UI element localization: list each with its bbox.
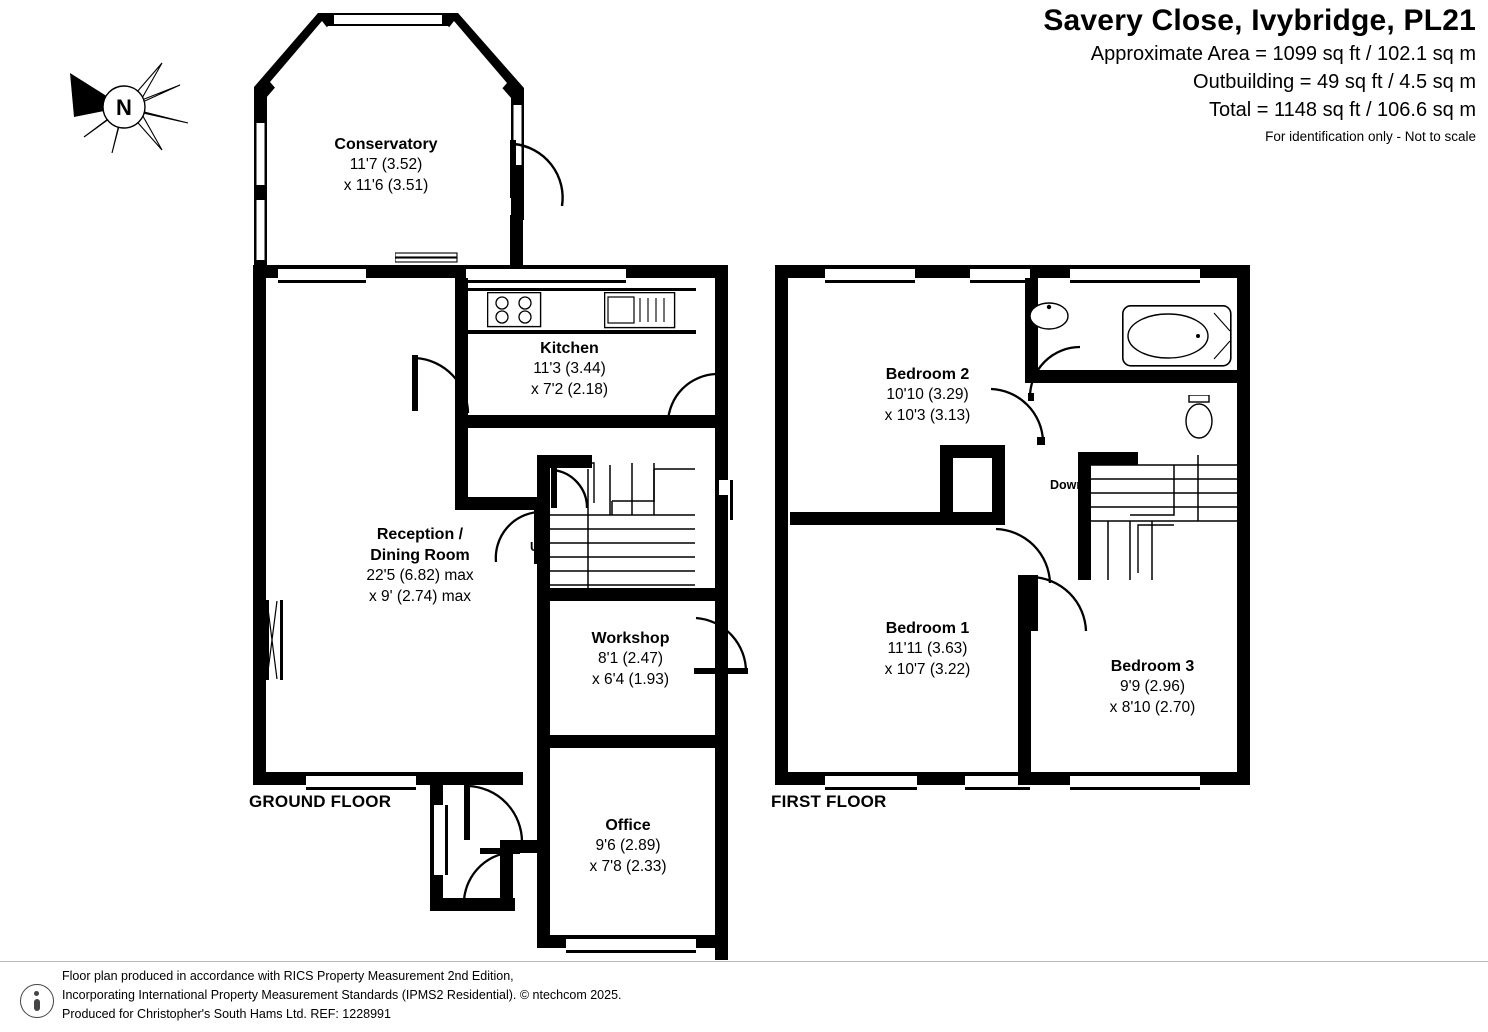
- ground-floor-plan: [0, 0, 760, 960]
- wall-hall-left-upper: [455, 415, 468, 510]
- footer-line-3: Produced for Christopher's South Hams Ltd. REF: 1228991: [62, 1007, 391, 1021]
- bedroom3-door: [1030, 575, 1092, 637]
- bathtub-icon: [1122, 305, 1232, 367]
- wall-workshop-bottom: [537, 735, 727, 748]
- workshop-label: Workshop 8'1 (2.47) x 6'4 (1.93): [591, 630, 670, 688]
- wall-landing-left-vert: [940, 445, 953, 515]
- sink-icon: [604, 292, 676, 329]
- footer-text: [62, 967, 622, 1024]
- wall-workshop-top: [537, 588, 727, 601]
- wall-conservatory-link: [510, 215, 523, 267]
- window-bedroom2-top: [825, 266, 915, 283]
- total-area-text: Total = 1148 sq ft / 106.6 sq m: [1208, 99, 1476, 121]
- window-reception-bottom: [306, 773, 416, 790]
- office-door: [460, 848, 522, 906]
- window-bathroom-top: [1070, 266, 1200, 283]
- identification-note: For identification only - Not to scale: [1265, 129, 1476, 144]
- conservatory-label: Conservatory 11'7 (3.52) x 11'6 (3.51): [334, 136, 438, 194]
- wall-ground-left: [253, 265, 266, 785]
- rics-badge-icon: [20, 984, 54, 1018]
- basin-icon: [1028, 300, 1070, 332]
- reception-label: Reception / Dining Room 22'5 (6.82) max x 9' (2.74) max: [366, 526, 474, 605]
- window-cross-mark: [266, 600, 278, 680]
- window-kitchen-top: [466, 266, 626, 283]
- kitchen-label: Kitchen 11'3 (3.44) x 7'2 (2.18): [530, 340, 609, 398]
- toilet-icon: [1180, 395, 1218, 441]
- stairs-up-label: Up: [530, 540, 547, 554]
- wall-bathroom-bottom: [1078, 370, 1250, 383]
- conservatory-door: [510, 140, 580, 215]
- approx-area-text: Approximate Area = 1099 sq ft / 102.1 sq m: [1090, 43, 1476, 65]
- svg-text:N: N: [116, 95, 132, 120]
- first-staircase: [1078, 455, 1238, 580]
- bedroom2-label: Bedroom 2 10'10 (3.29) x 10'3 (3.13): [884, 366, 971, 424]
- bedroom3-label: Bedroom 3 9'9 (2.96) x 8'10 (2.70): [1109, 658, 1196, 716]
- window-porch-left: [431, 805, 448, 875]
- kitchen-door-right: [660, 372, 720, 428]
- window-bedroom3-bottom: [1070, 773, 1200, 790]
- kitchen-counter-front-edge: [468, 330, 696, 334]
- kitchen-counter-top-edge: [468, 288, 696, 291]
- wall-hall-bottom-stub: [455, 497, 550, 510]
- footer-line-2: Incorporating International Property Measurement Standards (IPMS2 Residential). © ntechcom 2025.: [62, 988, 622, 1002]
- footer-line-1: Floor plan produced in accordance with RICS Property Measurement 2nd Edition,: [62, 969, 514, 983]
- stairs-down-label: Down: [1050, 478, 1085, 492]
- window-landing-top: [970, 266, 1030, 283]
- wall-first-left: [775, 265, 788, 785]
- radiator-icon: [395, 252, 459, 264]
- workshop-door: [690, 616, 752, 678]
- window-ground-top-left: [278, 266, 366, 283]
- page-title: Savery Close, Ivybridge, PL21: [1043, 4, 1476, 37]
- hob-icon: [487, 292, 542, 328]
- ground-floor-title: GROUND FLOOR: [249, 792, 392, 811]
- bedroom1-label: Bedroom 1 11'11 (3.63) x 10'7 (3.22): [884, 620, 971, 678]
- kitchen-door-left: [410, 355, 472, 417]
- first-floor-plan: [760, 0, 1488, 960]
- first-floor-title: FIRST FLOOR: [771, 792, 887, 811]
- outbuilding-area-text: Outbuilding = 49 sq ft / 4.5 sq m: [1193, 71, 1476, 93]
- wall-bedroom2-bottom: [790, 512, 1005, 525]
- window-office-bottom: [566, 936, 696, 953]
- office-label: Office 9'6 (2.89) x 7'8 (2.33): [589, 817, 667, 875]
- external-door-ground: [460, 784, 528, 846]
- footer-divider: [0, 961, 1488, 962]
- ground-staircase: [550, 455, 695, 590]
- window-bedroom1-bottom: [825, 773, 917, 790]
- bathroom-door: [1028, 345, 1084, 403]
